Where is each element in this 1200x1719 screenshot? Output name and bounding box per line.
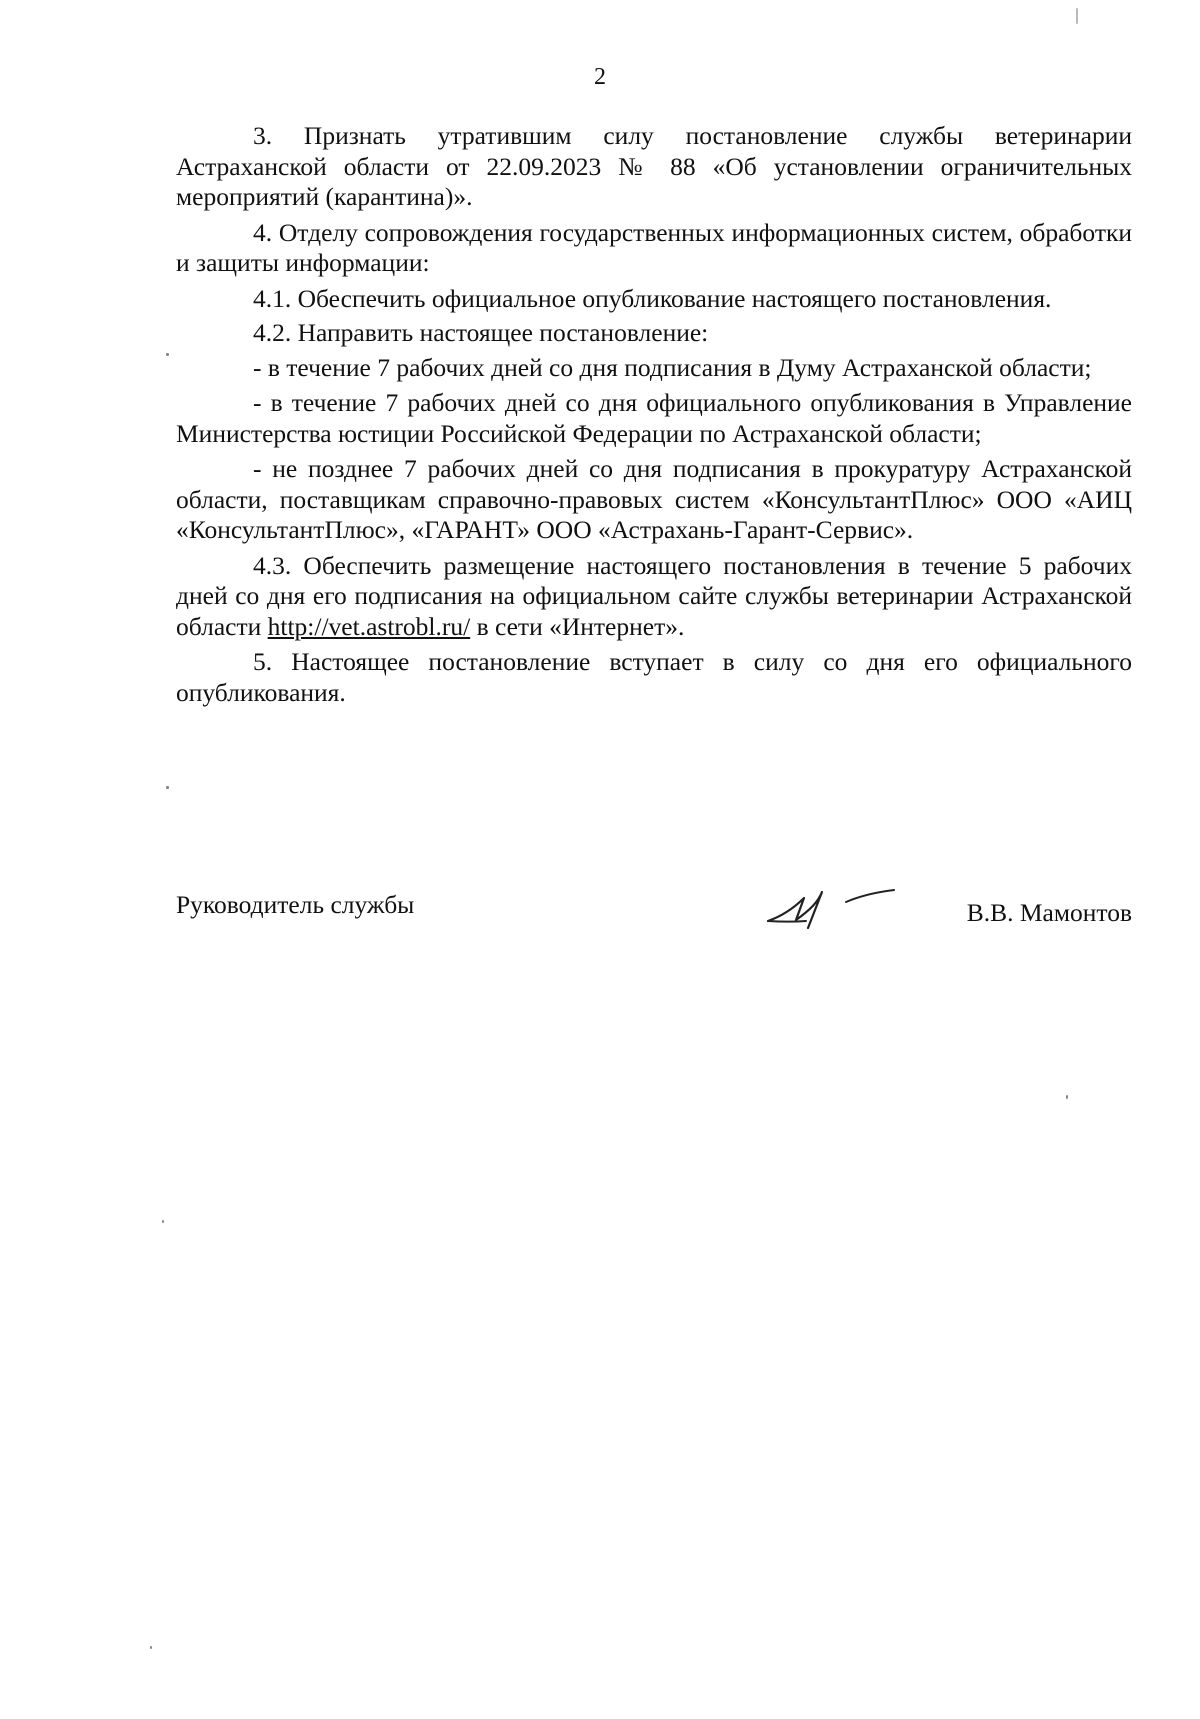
scan-speck bbox=[150, 1646, 152, 1649]
paragraph-4-3-text-after: в сети «Интернет». bbox=[470, 611, 685, 641]
website-link[interactable]: http://vet.astrobl.ru/ bbox=[267, 611, 471, 641]
paragraph-5: 5. Настоящее постановление вступает в силу со дня его официального опубликования. bbox=[176, 647, 1132, 707]
scan-speck bbox=[162, 1220, 164, 1223]
paragraph-4-2-justice: - в течение 7 рабочих дней со дня официального опубликования в Управление Министерства юстиции Российской Федерации по Астраханской области; bbox=[176, 388, 1132, 448]
signatory-name: В.В. Мамонтов bbox=[966, 898, 1132, 927]
paragraph-4-3 bbox=[176, 551, 1132, 643]
signature-block bbox=[176, 876, 1132, 936]
scan-speck bbox=[166, 353, 169, 356]
paragraph-3: 3. Признать утратившим силу постановление службы ветеринарии Астраханской области от 22.09.2023 № 88 «Об установлении ограничительных мероприятий (карантина)». bbox=[176, 121, 1132, 211]
document-body bbox=[176, 121, 1132, 713]
paragraph-4-1: 4.1. Обеспечить официальное опубликование настоящего постановления. bbox=[253, 283, 1052, 313]
paragraph-4-2: 4.2. Направить настоящее постановление: bbox=[253, 318, 709, 347]
handwritten-signature bbox=[760, 876, 920, 936]
scan-speck bbox=[1066, 1095, 1068, 1099]
paragraph-4-2-prosecutor: - не позднее 7 рабочих дней со дня подписания в прокуратуру Астраханской области, поставщикам справочно-правовых систем «КонсультантПлюс» ООО «АИЦ «КонсультантПлюс», «ГАРАНТ» ООО «Астрахань-Гарант-Сервис». bbox=[176, 454, 1132, 544]
scan-speck bbox=[1076, 8, 1078, 24]
paragraph-4: 4. Отделу сопровождения государственных информационных систем, обработки и защиты информации: bbox=[176, 217, 1132, 277]
paragraph-4-2-duma: - в течение 7 рабочих дней со дня подписания в Думу Астраханской области; bbox=[253, 352, 1092, 382]
signatory-title: Руководитель службы bbox=[176, 890, 415, 919]
paragraph-4-3-text-before: 4.3. Обеспечить размещение настоящего постановления в течение 5 рабочих дней со дня его подписания на официальном сайте службы ветеринарии Астраханской области bbox=[176, 550, 1132, 641]
page-number: 2 bbox=[594, 64, 606, 90]
scan-speck bbox=[166, 786, 169, 789]
